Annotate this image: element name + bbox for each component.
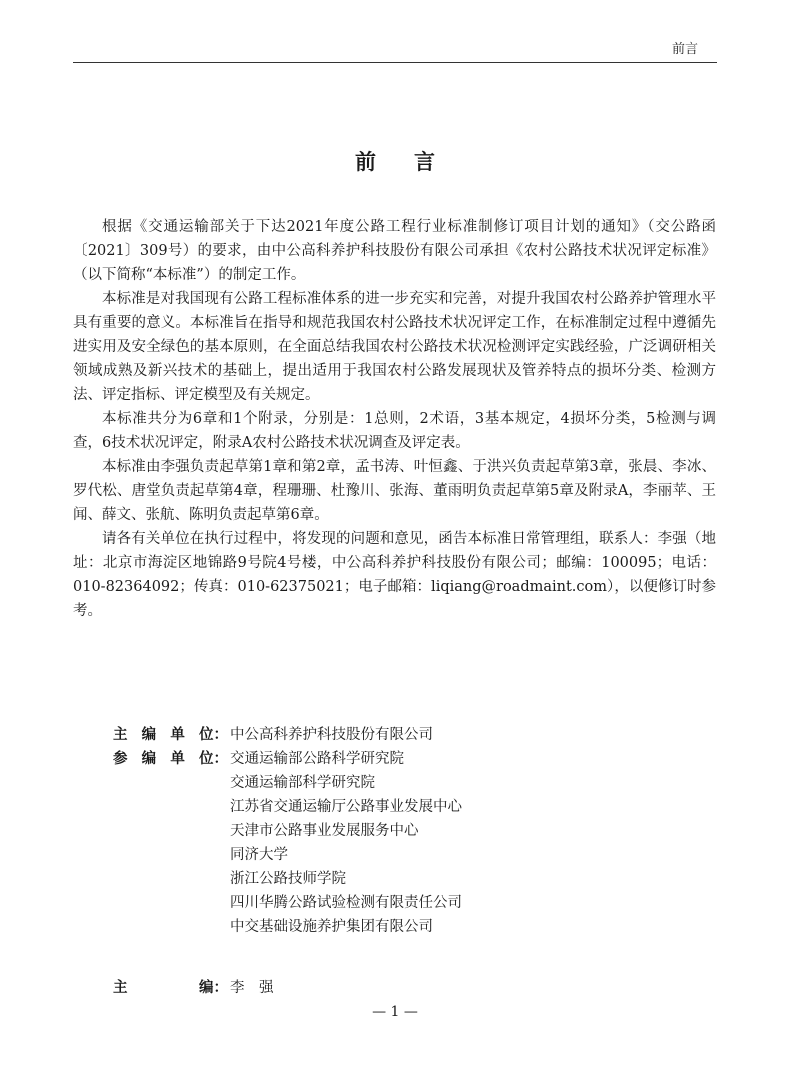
chief-unit-row	[113, 723, 713, 747]
editor-block	[113, 976, 713, 1000]
editor-name: 李 强	[230, 980, 274, 996]
participant-units-row	[113, 747, 713, 939]
participant-units-label	[113, 747, 230, 939]
paragraph-2: 本标准是对我国现有公路工程标准体系的进一步充实和完善，对提升我国农村公路养护管理水平具有重要的意义。本标准旨在指导和规范我国农村公路技术状况评定工作，在标准制定过程中遵循先进实用及安全绿色的基本原则，在全面总结我国农村公路技术状况检测评定实践经验，广泛调研相关领域成熟及新兴技术的基础上，提出适用于我国农村公路发展现状及管养特点的损坏分类、检测方法、评定指标、评定模型及有关规定。	[73, 291, 716, 403]
editor-label	[113, 976, 230, 1000]
label-char: 参	[113, 751, 128, 767]
label-char: 位：	[198, 727, 228, 743]
participant-unit: 浙江公路技师学院	[230, 871, 346, 887]
paragraph-5: 请各有关单位在执行过程中，将发现的问题和意见，函告本标准日常管理组，联系人：李强（地址：北京市海淀区地锦路9号院4号楼，中公高科养护科技股份有限公司；邮编：100095；电话：010-82364092；传真：010-62375021；电子邮箱：liqiang@roadmaint.com），以便修订时参考。	[73, 531, 716, 619]
page-number: — 1 —	[372, 1004, 418, 1020]
paragraph-4: 本标准由李强负责起草第1章和第2章，孟书涛、叶恒鑫、于洪兴负责起草第3章，张晨、李冰、罗代松、唐堂负责起草第4章，程珊珊、杜豫川、张海、董雨明负责起草第5章及附录A，李丽苹、王闻、薛文、张航、陈明负责起草第6章。	[73, 459, 716, 523]
participant-unit: 同济大学	[230, 847, 288, 863]
participant-unit-list	[230, 747, 462, 939]
chief-unit-label	[113, 723, 230, 747]
credits-block	[113, 723, 713, 939]
participant-unit: 四川华腾公路试验检测有限责任公司	[230, 895, 462, 911]
label-char: 位：	[198, 751, 228, 767]
header-rule	[73, 62, 717, 63]
body-text	[73, 215, 716, 623]
chief-unit-name: 中公高科养护科技股份有限公司	[230, 727, 433, 743]
participant-unit: 天津市公路事业发展服务中心	[230, 823, 419, 839]
label-char: 编	[141, 727, 157, 743]
label-char: 编	[141, 751, 157, 767]
label-char: 主	[113, 980, 128, 996]
running-header: 前言	[671, 42, 698, 57]
paragraph-3: 本标准共分为6章和1个附录，分别是：1总则，2术语，3基本规定，4损坏分类，5检测与调查，6技术状况评定，附录A农村公路技术状况调查及评定表。	[73, 411, 716, 451]
label-char: 单	[170, 751, 185, 767]
paragraph-1: 根据《交通运输部关于下达2021年度公路工程行业标准制修订项目计划的通知》（交公路函〔2021〕309号）的要求，由中公高科养护科技股份有限公司承担《农村公路技术状况评定标准》（以下简称“本标准”）的制定工作。	[73, 219, 716, 283]
participant-unit: 交通运输部科学研究院	[230, 775, 375, 791]
participant-unit: 中交基础设施养护集团有限公司	[230, 919, 433, 935]
label-char: 单	[170, 727, 185, 743]
participant-unit: 江苏省交通运输厅公路事业发展中心	[230, 799, 462, 815]
page-title: 前言	[355, 150, 473, 174]
label-char: 主	[113, 727, 128, 743]
participant-unit: 交通运输部公路科学研究院	[230, 751, 404, 767]
editor-row	[113, 976, 713, 1000]
label-char: 编：	[199, 980, 228, 996]
